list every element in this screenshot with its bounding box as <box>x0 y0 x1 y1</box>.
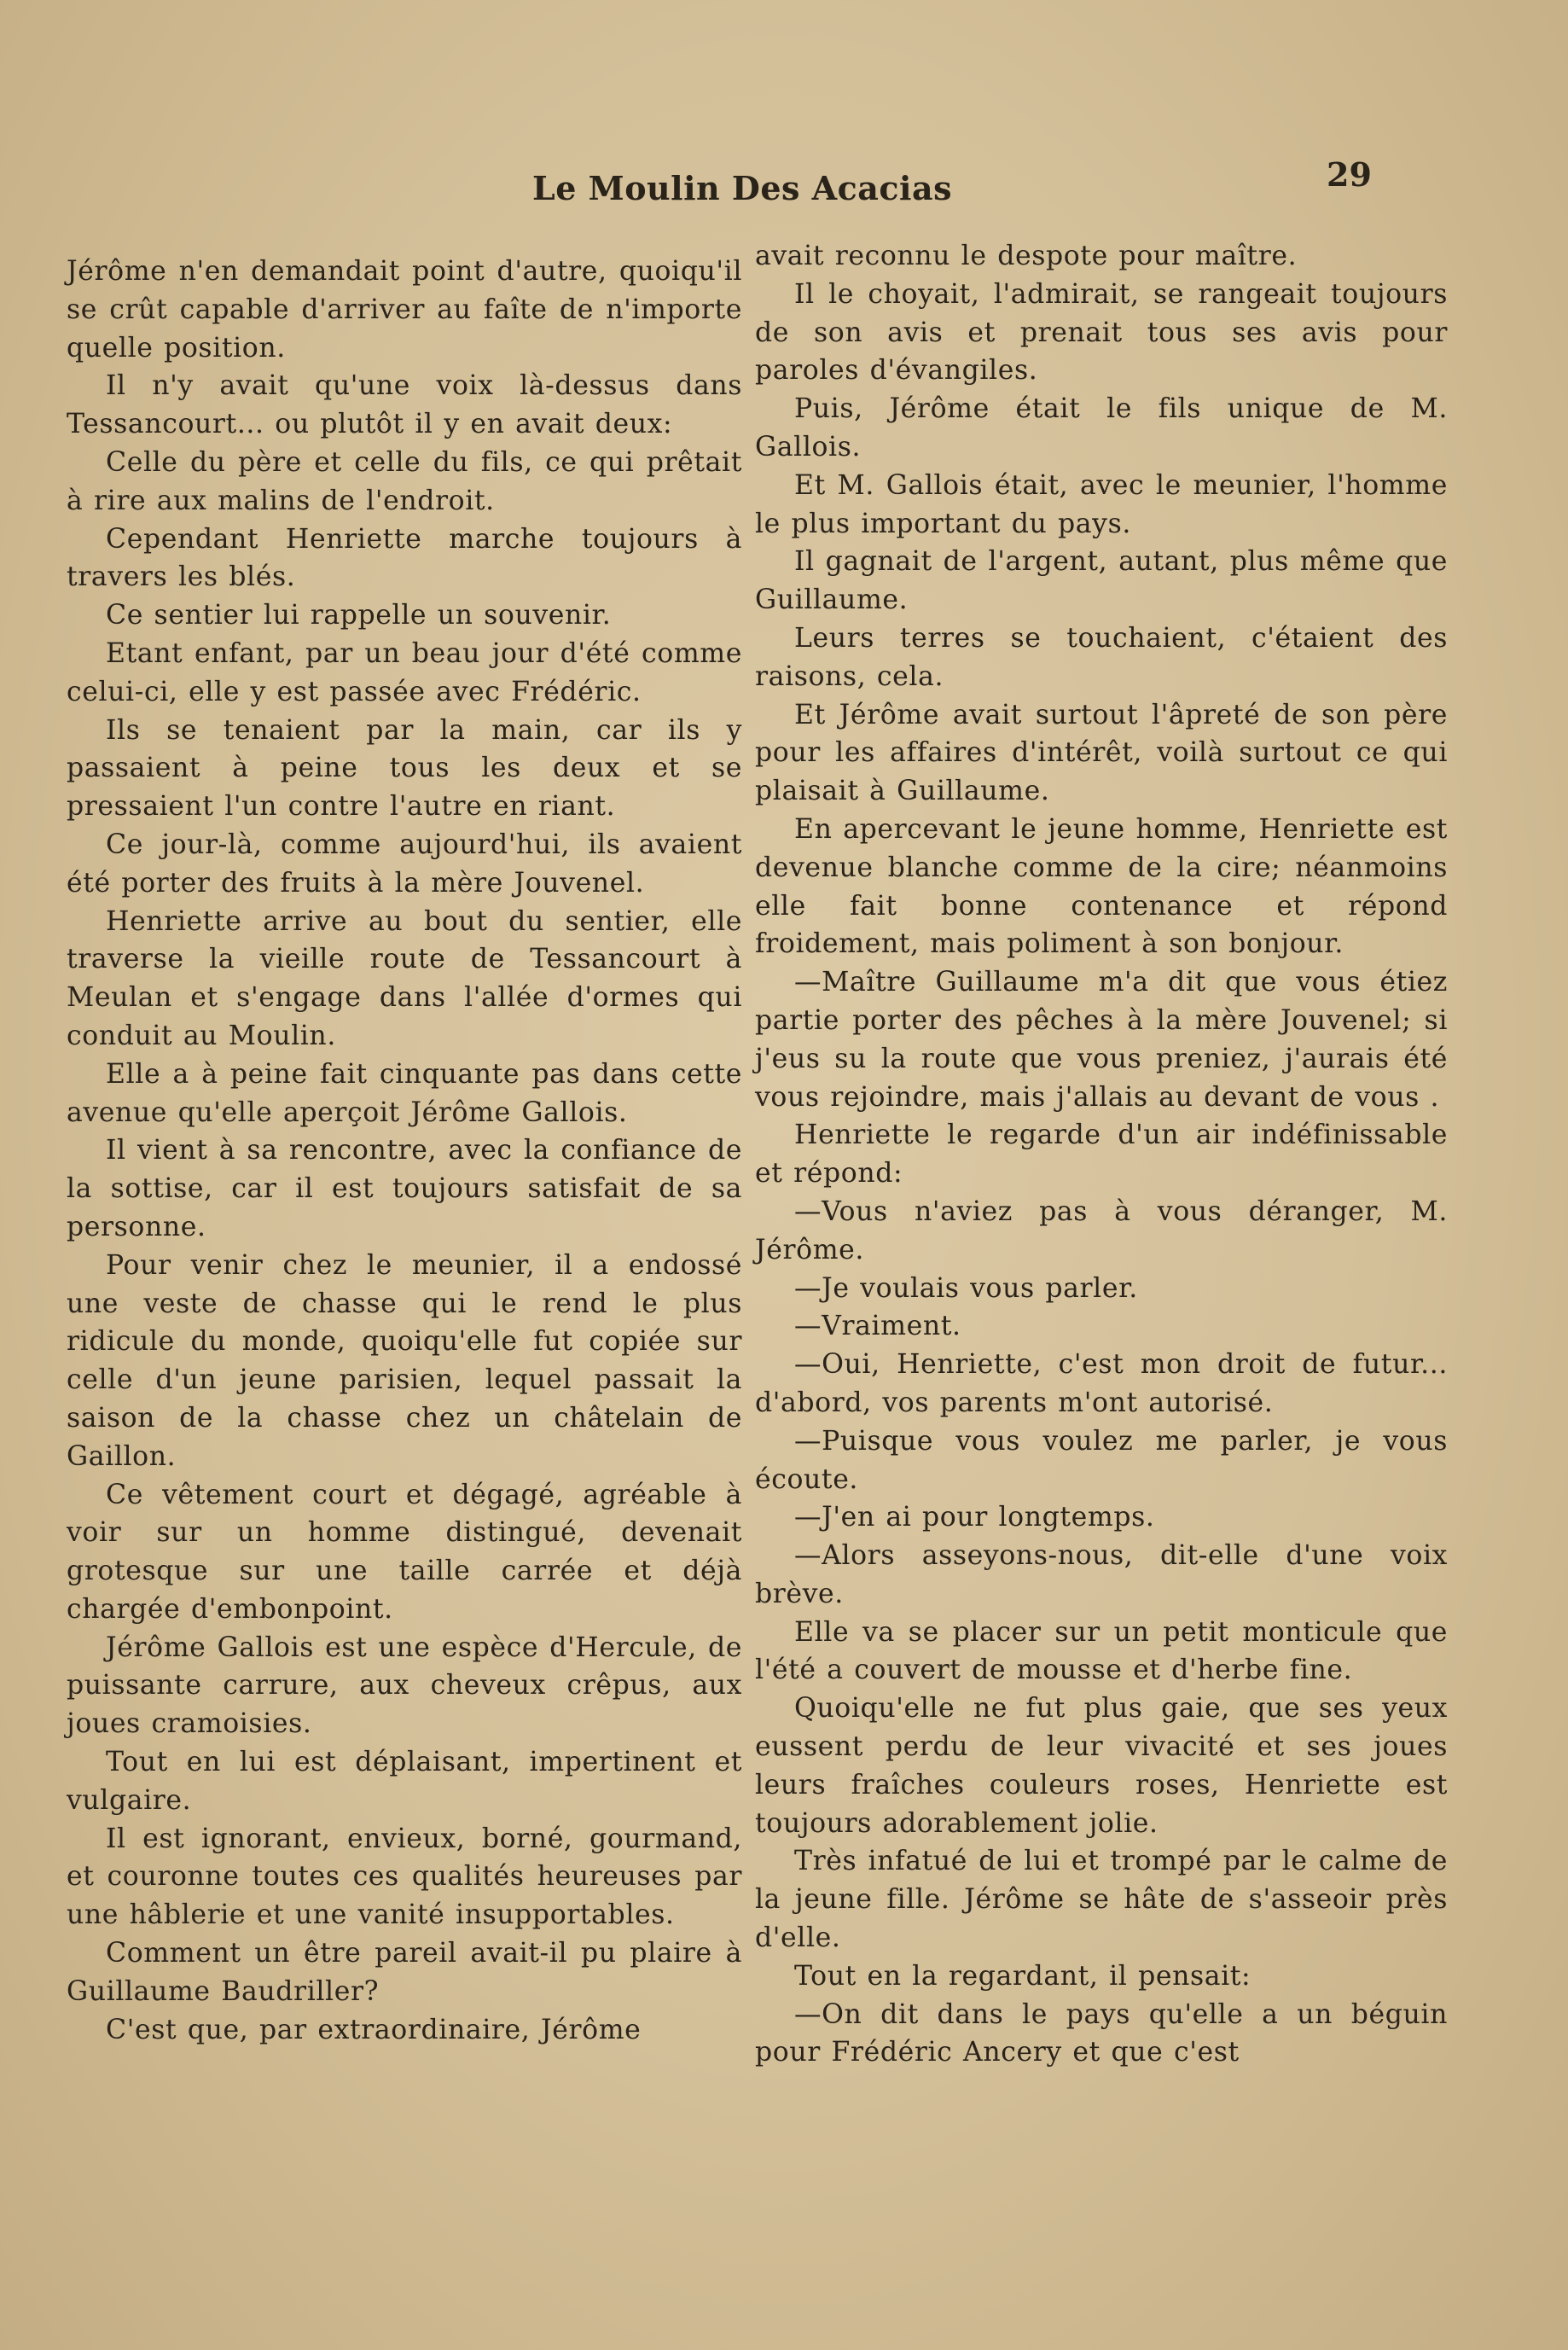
paragraph: Il vient à sa rencontre, avec la confiance de la sottise, car il est toujours satisfait de sa personne. <box>67 1135 742 1242</box>
paragraph: Tout en lui est déplaisant, impertinent et vulgaire. <box>67 1747 742 1816</box>
paragraph: Et M. Gallois était, avec le meunier, l'homme le plus important du pays. <box>755 469 1448 539</box>
paragraph: Jérôme Gallois est une espèce d'Hercule, de puissante carrure, aux cheveux crêpus, aux joues cramoisies. <box>67 1632 742 1740</box>
paragraph: Ils se tenaient par la main, car ils y passaient à peine tous les deux et se pressaient l'un contre l'autre en riant. <box>67 714 742 823</box>
paragraph: Ce jour-là, comme aujourd'hui, ils avaient été porter des fruits à la mère Jouvenel. <box>67 829 742 899</box>
running-title: Le Moulin Des Acacias <box>532 169 952 207</box>
paragraph: Il est ignorant, envieux, borné, gourmand, et couronne toutes ces qualités heureuses par une hâblerie et une vanité insupportables. <box>67 1823 742 1931</box>
paragraph: Il n'y avait qu'une voix là-dessus dans Tessancourt... ou plutôt il y en avait deux: <box>67 370 742 440</box>
paragraph: Il le choyait, l'admirait, se rangeait toujours de son avis et prenait tous ses avis pour paroles d'évangiles. <box>755 278 1448 387</box>
left-column <box>67 253 742 2049</box>
paragraph: Ce sentier lui rappelle un souvenir. <box>106 600 612 631</box>
paragraph: Leurs terres se touchaient, c'étaient des raisons, cela. <box>755 622 1448 692</box>
paragraph: Elle a à peine fait cinquante pas dans cette avenue qu'elle aperçoit Jérôme Gallois. <box>67 1058 742 1128</box>
paragraph: —Vraiment. <box>794 1311 961 1342</box>
paragraph: C'est que, par extraordinaire, Jérôme <box>106 2014 642 2045</box>
paragraph: Celle du père et celle du fils, ce qui prêtait à rire aux malins de l'endroit. <box>67 446 742 516</box>
paragraph: —Maître Guillaume m'a dit que vous étiez partie porter des pêches à la mère Jouvenel; si j'eus su la route que vous preniez, j'aurais été vous rejoindre, mais j'allais au devant de vous . <box>755 967 1448 1113</box>
paragraph: —On dit dans le pays qu'elle a un béguin pour Frédéric Ancery et que c'est <box>755 1998 1448 2068</box>
paragraph: —J'en ai pour longtemps. <box>794 1502 1155 1533</box>
paragraph: avait reconnu le despote pour maître. <box>755 241 1298 271</box>
paragraph: Comment un être pareil avait-il pu plaire à Guillaume Baudriller? <box>67 1938 742 2007</box>
paragraph: —Puisque vous voulez me parler, je vous écoute. <box>755 1425 1448 1495</box>
paragraph: Elle va se placer sur un petit monticule que l'été a couvert de mousse et d'herbe fine. <box>755 1616 1448 1686</box>
paragraph: Quoiqu'elle ne fut plus gaie, que ses yeux eussent perdu de leur vivacité et ses joues leurs fraîches couleurs roses, Henriette est toujours adorablement jolie. <box>755 1693 1448 1839</box>
paragraph: Jérôme n'en demandait point d'autre, quoiqu'il se crût capable d'arriver au faîte de n'importe quelle position. <box>67 256 742 364</box>
right-column <box>755 237 1448 2072</box>
paragraph: Il gagnait de l'argent, autant, plus même que Guillaume. <box>755 546 1448 616</box>
paragraph: Henriette le regarde d'un air indéfinissable et répond: <box>755 1120 1448 1190</box>
paragraph: En apercevant le jeune homme, Henriette est devenue blanche comme de la cire; néanmoins elle fait bonne contenance et répond froidement, mais poliment à son bonjour. <box>755 813 1448 960</box>
paragraph: Cependant Henriette marche toujours à travers les blés. <box>67 523 742 593</box>
paragraph: Pour venir chez le meunier, il a endossé une veste de chasse qui le rend le plus ridicule du monde, quoiqu'elle fut copiée sur celle d'un jeune parisien, lequel passait la saison de la chasse chez un châtelain de Gaillon. <box>67 1249 742 1472</box>
paragraph: —Alors asseyons-nous, dit-elle d'une voix brève. <box>755 1540 1448 1609</box>
paragraph: Etant enfant, par un beau jour d'été comme celui-ci, elle y est passée avec Frédéric. <box>67 637 742 707</box>
paragraph: Ce vêtement court et dégagé, agréable à voir sur un homme distingué, devenait grotesque sur une taille carrée et déjà chargée d'embonpoint. <box>67 1479 742 1625</box>
paragraph: Très infatué de lui et trompé par le calme de la jeune fille. Jérôme se hâte de s'asseoir près d'elle. <box>755 1846 1448 1954</box>
paragraph: Puis, Jérôme était le fils unique de M. Gallois. <box>755 393 1448 462</box>
page-number: 29 <box>1327 155 1372 194</box>
paragraph: Tout en la regardant, il pensait: <box>794 1960 1251 1992</box>
paragraph: —Je voulais vous parler. <box>794 1272 1138 1304</box>
paragraph: Et Jérôme avait surtout l'âpreté de son père pour les affaires d'intérêt, voilà surtout ce qui plaisait à Guillaume. <box>755 699 1448 807</box>
paragraph: —Vous n'aviez pas à vous déranger, M. Jérôme. <box>755 1195 1448 1265</box>
paragraph: Henriette arrive au bout du sentier, elle traverse la vieille route de Tessancourt à Meulan et s'engage dans l'allée d'ormes qui conduit au Moulin. <box>67 905 742 1051</box>
paragraph: —Oui, Henriette, c'est mon droit de futur... d'abord, vos parents m'ont autorisé. <box>755 1349 1448 1418</box>
